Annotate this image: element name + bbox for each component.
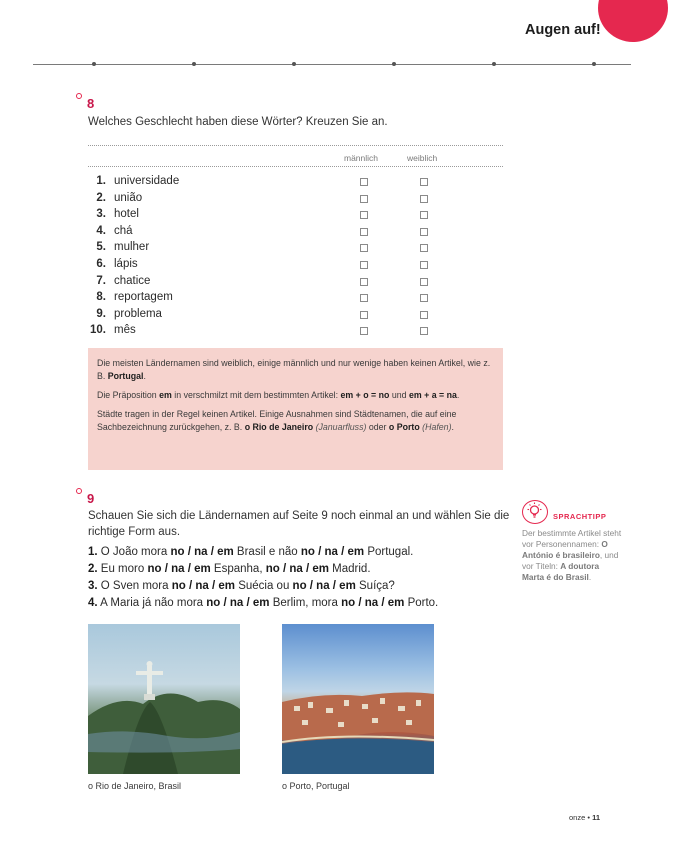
word-label: reportagem [114,291,173,304]
photo-caption-rio: o Rio de Janeiro, Brasil [88,781,182,791]
photo-caption-porto: o Porto, Portugal [282,781,350,791]
rule-dot [592,62,596,66]
weiblich-checkbox[interactable] [420,327,428,335]
info-paragraph-2: Die Präposition em in verschmilzt mit dem bestimmten Artikel: em + o = no und em + a = na. [97,390,460,400]
word-row [88,308,468,324]
exercise-9-instruction-line-1: Schauen Sie sich die Ländernamen auf Seite 9 noch einmal an und wählen Sie die [88,510,510,522]
sentence-number: 1. [88,546,98,558]
footer-page-number: 11 [592,813,601,822]
sentence-item: 2. Eu moro no / na / em Espanha, no / na / em Madrid. [88,563,371,575]
maennlich-checkbox[interactable] [360,244,368,252]
exercise-9-number: 9 [87,491,95,506]
word-number: 8. [96,291,106,304]
word-label: união [114,191,143,204]
choice-option[interactable]: no / na / em [170,546,234,558]
choice-option[interactable]: no / na / em [206,597,270,609]
choice-option[interactable]: no / na / em [341,597,405,609]
word-label: chatice [114,274,151,287]
exercise-bullet-icon [76,488,82,494]
sentence-item: 3. O Sven mora no / na / em Suécia ou no / na / em Suíça? [88,580,395,592]
exercise-9-instruction-line-2: richtige Form aus. [88,526,181,538]
word-number: 1. [96,175,106,187]
maennlich-checkbox[interactable] [360,211,368,219]
maennlich-checkbox[interactable] [360,294,368,302]
weiblich-checkbox[interactable] [420,244,428,252]
weiblich-checkbox[interactable] [420,311,428,319]
choice-option[interactable]: no / na / em [292,580,356,592]
footer-page-word: onze [569,813,586,822]
word-row [88,291,468,307]
word-row [88,208,468,224]
word-row [88,324,468,340]
weiblich-checkbox[interactable] [420,211,428,219]
word-row [88,175,468,191]
photo-rio-de-janeiro [88,624,240,774]
word-label: mês [114,324,136,337]
word-number: 6. [96,258,106,270]
word-number: 3. [96,208,106,221]
choice-option[interactable]: no / na / em [171,580,235,592]
word-label: lápis [114,258,138,270]
maennlich-checkbox[interactable] [360,327,368,335]
table-divider-bottom [88,166,503,167]
exercise-8-number: 8 [87,96,95,111]
lightbulb-icon [522,500,548,524]
maennlich-checkbox[interactable] [360,261,368,269]
word-number: 10. [90,324,106,337]
corner-badge [598,0,668,42]
weiblich-checkbox[interactable] [420,294,428,302]
sprachtipp-text: Der bestimmte Artikel steht vor Personennamen: O António é brasileiro, und vor Titeln: A doutora Marta é do Brasil. [522,528,622,582]
weiblich-checkbox[interactable] [420,278,428,286]
maennlich-checkbox[interactable] [360,278,368,286]
weiblich-checkbox[interactable] [420,228,428,236]
word-row [88,258,468,274]
rule-dot [492,62,496,66]
sprachtipp-title: SPRACHTIPP [553,512,607,521]
maennlich-checkbox[interactable] [360,311,368,319]
choice-option[interactable]: no / na / em [147,563,211,575]
maennlich-checkbox[interactable] [360,228,368,236]
word-number: 9. [96,307,106,320]
column-header-maennlich: männlich [344,153,379,163]
sentence-item: 1. O João mora no / na / em Brasil e não no / na / em Portugal. [88,546,414,558]
word-number: 2. [96,191,106,204]
choice-option[interactable]: no / na / em [265,563,329,575]
maennlich-checkbox[interactable] [360,195,368,203]
rule-dot [392,62,396,66]
weiblich-checkbox[interactable] [420,195,428,203]
weiblich-checkbox[interactable] [420,261,428,269]
word-row [88,275,468,291]
word-label: chá [114,224,133,237]
rule-dot [292,62,296,66]
word-number: 4. [96,224,106,237]
sentence-number: 2. [88,563,98,575]
exercise-bullet-icon [76,93,82,99]
rule-dot [92,62,96,66]
word-number: 7. [96,274,106,287]
word-label: problema [114,307,162,320]
word-row [88,225,468,241]
header-rule [33,64,631,65]
word-row [88,241,468,257]
maennlich-checkbox[interactable] [360,178,368,186]
footer-separator: • [587,813,590,822]
word-label: mulher [114,241,150,254]
photo-porto [282,624,434,774]
word-label: hotel [114,208,139,221]
word-label: universidade [114,175,180,187]
info-paragraph-1: Die meisten Ländernamen sind weiblich, einige männlich und nur wenige haben keinen Artikel, wie z. B. Portugal. [97,358,491,381]
exercise-8-instruction: Welches Geschlecht haben diese Wörter? Kreuzen Sie an. [88,116,388,128]
info-paragraph-3: Städte tragen in der Regel keinen Artikel. Einige Ausnahmen sind Städtenamen, die auf eine Sachbezeichnung zurückgehen, z. B. o Rio de Janeiro (Januarfluss) oder o Porto (Hafen). [97,409,457,432]
grammar-info-box [88,348,503,470]
sentence-number: 4. [88,597,98,609]
page-header-title: Augen auf! [525,22,601,38]
word-number: 5. [96,241,106,254]
sentence-item: 4. A Maria já não mora no / na / em Berlim, mora no / na / em Porto. [88,597,439,609]
page-footer [569,813,600,822]
sentence-number: 3. [88,580,98,592]
column-header-weiblich: weiblich [407,153,438,163]
rule-dot [192,62,196,66]
word-row [88,192,468,208]
choice-option[interactable]: no / na / em [300,546,365,558]
weiblich-checkbox[interactable] [420,178,428,186]
table-divider-top [88,145,503,146]
